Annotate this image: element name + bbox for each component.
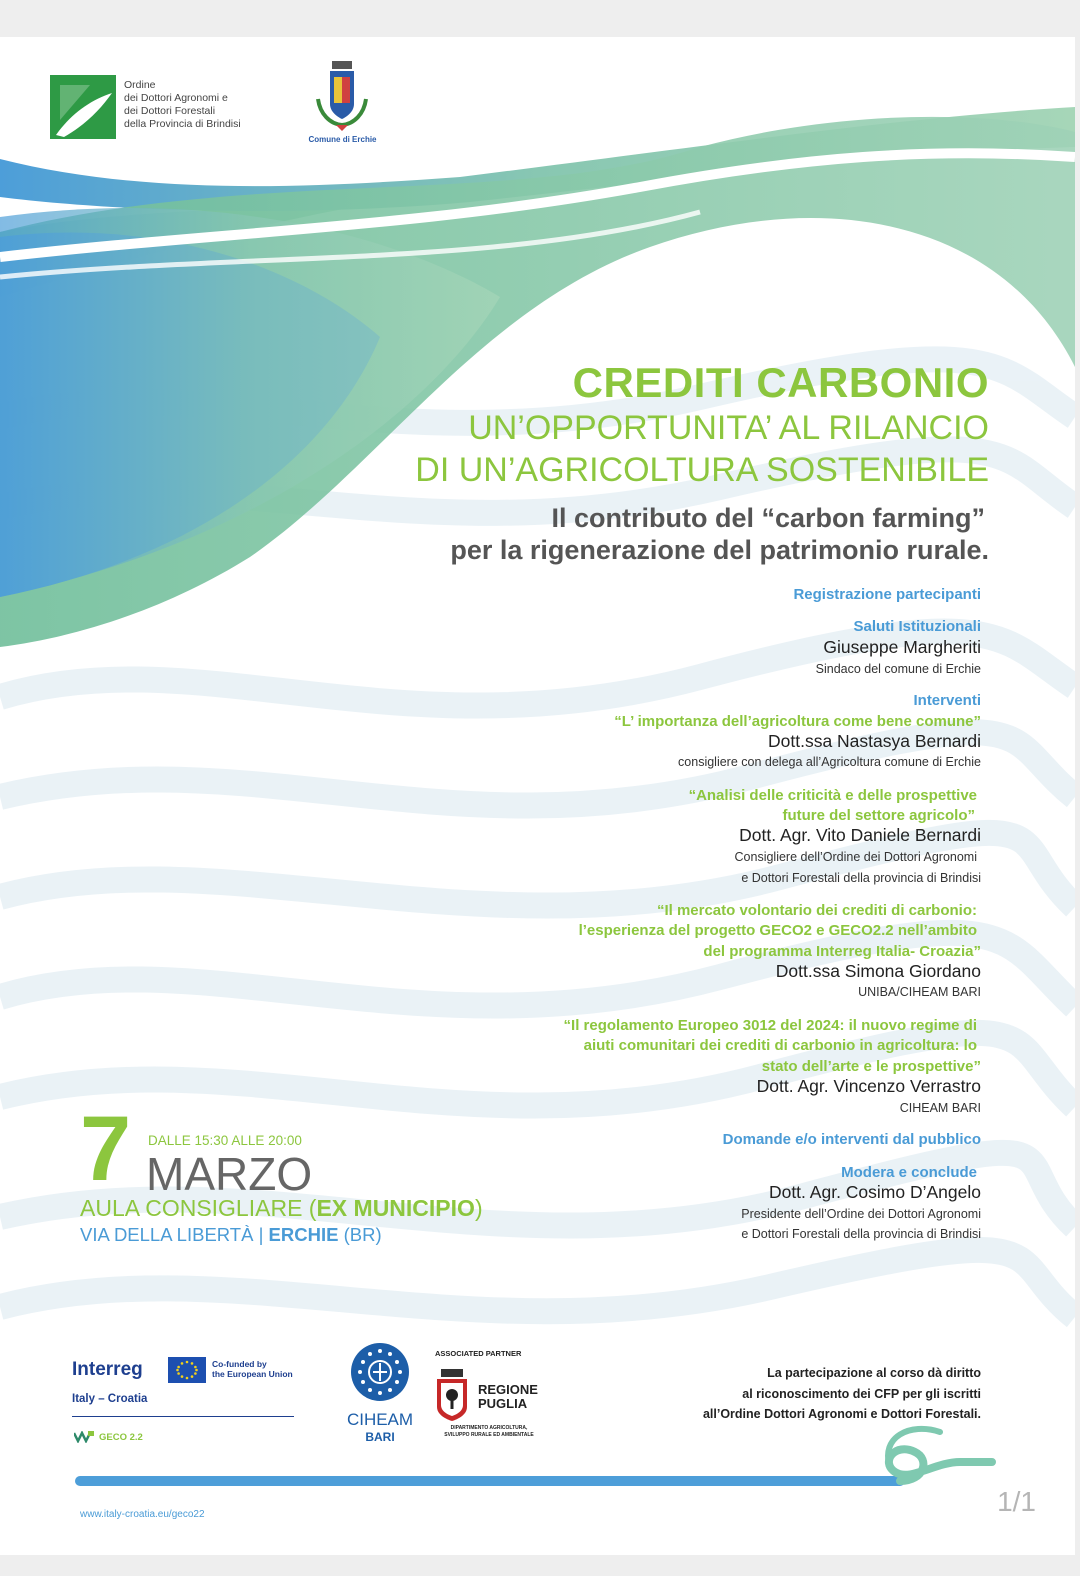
address-city: ERCHIE <box>268 1224 339 1245</box>
italy-croatia-label: Italy – Croatia <box>72 1393 148 1405</box>
poster-page <box>0 37 1075 1555</box>
tagline-line-2: per la rigenerazione del patrimonio rurale. <box>450 535 989 565</box>
talk-title: aiuti comunitari dei crediti di carbonio in agricoltura: lo <box>583 1037 977 1054</box>
talk-title: “Il regolamento Europeo 3012 del 2024: il nuovo regime di <box>563 1017 977 1034</box>
talk-title: “Il mercato volontario dei crediti di carbonio: <box>656 902 977 919</box>
event-address <box>80 1224 382 1246</box>
event-venue <box>80 1195 483 1222</box>
cofunded-line: Co-funded by <box>212 1359 267 1369</box>
speaker-role: UNIBA/CIHEAM BARI <box>858 985 981 999</box>
talk-title: “L’ importanza dell’agricoltura come bene comune” <box>614 713 981 730</box>
speaker-name: Dott.ssa Nastasya Bernardi <box>767 731 981 751</box>
speaker-role: Consigliere dell’Ordine dei Dottori Agronomi <box>734 850 977 864</box>
page-indicator: 1/1 <box>997 1486 1036 1517</box>
subtitle-line-2: DI UN’AGRICOLTURA SOSTENIBILE <box>415 451 989 489</box>
cofunded-text <box>212 1359 293 1379</box>
regione-line: REGIONE <box>478 1382 538 1397</box>
event-day: 7 <box>80 1098 132 1200</box>
talk-title: del programma Interreg Italia- Croazia” <box>703 943 981 960</box>
regione-puglia-logo <box>435 1369 545 1449</box>
geco-icon <box>74 1431 94 1443</box>
interreg-logo <box>72 1355 302 1455</box>
speaker-role: e Dottori Forestali della provincia di Brindisi <box>741 871 981 885</box>
venue-part: ) <box>474 1195 483 1221</box>
cfp-note-line: all’Ordine Dottori Agronomi e Dottori Forestali. <box>702 1407 981 1421</box>
speaker-role: consigliere con delega all’Agricoltura comune di Erchie <box>678 755 981 769</box>
talk-title: “Analisi delle criticità e delle prospettive <box>688 787 977 804</box>
order-logo-line: dei Dottori Agronomi e <box>124 92 228 104</box>
ciheam-city: BARI <box>365 1430 395 1444</box>
speaker-name: Dott. Agr. Vito Daniele Bernardi <box>739 825 981 845</box>
talk-title: stato dell’arte e le prospettive” <box>761 1058 981 1075</box>
cfp-note-line: La partecipazione al corso dà diritto <box>767 1366 981 1380</box>
department-line: DIPARTIMENTO AGRICOLTURA, <box>450 1425 528 1431</box>
event-month: MARZO <box>146 1148 313 1200</box>
interreg-wordmark: Interreg <box>72 1359 143 1380</box>
project-url[interactable]: www.italy-croatia.eu/geco22 <box>80 1509 205 1520</box>
program-interventi-heading: Interventi <box>913 692 981 709</box>
speaker-name: Giuseppe Margheriti <box>823 637 981 657</box>
program-registration: Registrazione partecipanti <box>793 586 981 603</box>
event-time: DALLE 15:30 ALLE 20:00 <box>148 1133 302 1148</box>
eu-flag-icon <box>168 1357 206 1383</box>
speaker-name: Dott. Agr. Cosimo D’Angelo <box>768 1182 981 1202</box>
comune-erchie-logo <box>300 59 385 149</box>
talk-title: future del settore agricolo” <box>782 807 975 824</box>
order-logo-line: della Provincia di Brindisi <box>124 118 241 130</box>
speaker-name: Dott. Agr. Vincenzo Verrastro <box>756 1076 981 1096</box>
tagline-line-1: Il contributo del “carbon farming” <box>551 503 985 533</box>
speaker-role: Sindaco del comune di Erchie <box>815 662 981 676</box>
cfp-note-line: al riconoscimento dei CFP per gli iscritti <box>742 1386 981 1401</box>
address-street: VIA DELLA LIBERTÀ | <box>80 1224 269 1245</box>
cofunded-line: the European Union <box>212 1369 293 1379</box>
speaker-role: e Dottori Forestali della provincia di Brindisi <box>741 1227 981 1241</box>
cfp-note <box>703 1363 981 1425</box>
order-logo-mark <box>50 75 116 139</box>
ciheam-logo <box>340 1341 420 1451</box>
order-agronomi-logo <box>50 75 310 145</box>
interreg-divider <box>72 1416 294 1417</box>
order-logo-line: Ordine <box>124 79 156 91</box>
associated-partner-label: ASSOCIATED PARTNER <box>435 1349 522 1358</box>
program-saluti-heading: Saluti Istituzionali <box>853 618 981 635</box>
main-title: CREDITI CARBONIO <box>572 359 989 406</box>
coat-of-arms-icon <box>300 59 385 135</box>
order-logo-text <box>124 79 241 131</box>
regione-department <box>437 1425 541 1439</box>
subtitle-line-1: UN’OPPORTUNITA’ AL RILANCIO <box>468 409 989 447</box>
program-moderator-heading: Modera e conclude <box>841 1164 977 1181</box>
ciheam-emblem-icon <box>349 1341 411 1403</box>
regione-line: PUGLIA <box>478 1396 528 1411</box>
venue-part: AULA CONSIGLIARE ( <box>80 1195 317 1221</box>
geco-label: GECO 2.2 <box>99 1432 143 1443</box>
regione-wordmark <box>478 1383 538 1411</box>
speaker-role: Presidente dell’Ordine dei Dottori Agronomi <box>741 1207 981 1221</box>
speaker-name: Dott.ssa Simona Giordano <box>775 961 981 981</box>
address-province: (BR) <box>338 1224 382 1245</box>
order-logo-line: dei Dottori Forestali <box>124 105 216 117</box>
department-line: SVILUPPO RURALE ED AMBIENTALE <box>444 1432 534 1438</box>
talk-title: l’esperienza del progetto GECO2 e GECO2.2 nell’ambito <box>578 922 977 939</box>
program-questions: Domande e/o interventi dal pubblico <box>722 1131 981 1148</box>
speaker-role: CIHEAM BARI <box>899 1101 981 1115</box>
ciheam-wordmark: CIHEAM <box>346 1410 414 1429</box>
venue-part-bold: EX MUNICIPIO <box>316 1195 475 1221</box>
comune-caption: Comune di Erchie <box>308 135 377 144</box>
puglia-coat-of-arms-icon <box>435 1369 469 1423</box>
